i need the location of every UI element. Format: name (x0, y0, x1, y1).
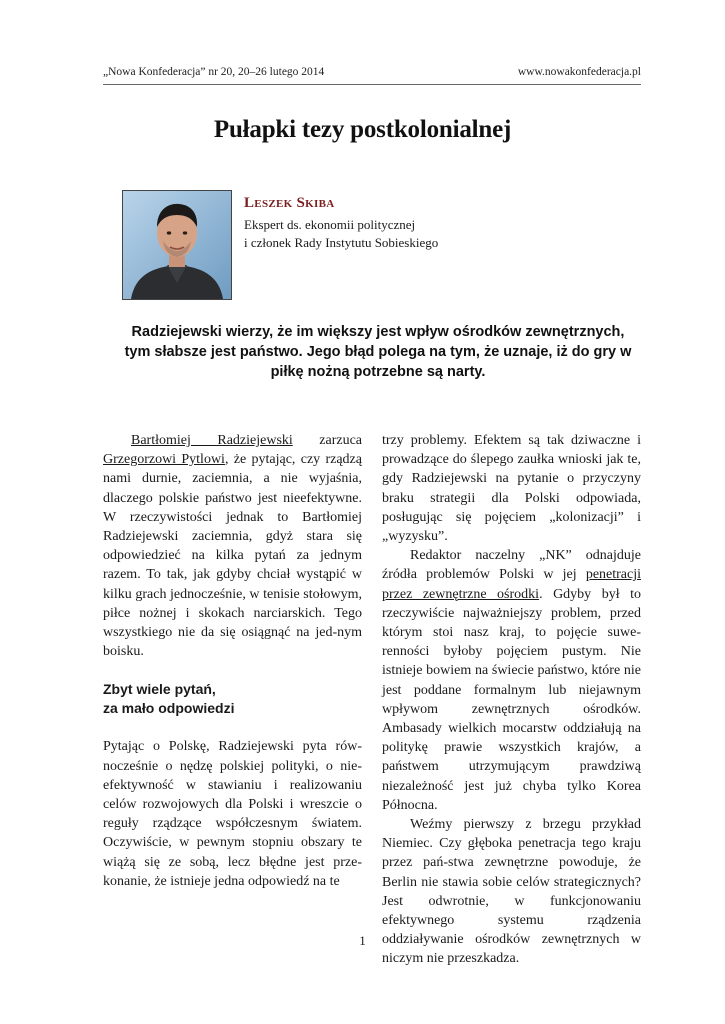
header-divider (103, 84, 641, 85)
paragraph-2: Pytając o Polskę, Radziejewski pyta równocześnie o nędzę polskiej polityki, o nieefektywność w stawianiu i realizowaniu celów rozwojowych dla Polski i wreszcie o reguły rządzące współczesnym światem. Oczywiście, w pewnym stopniu obszary te wiążą się ze sobą, lecz błędne jest przekonanie, że istnieje jedna odpowiedź na te (103, 739, 362, 889)
article-title: Pułapki tezy postkolonialnej (213, 116, 512, 143)
article-lead: Radziejewski wierzy, że im większy jest wpływ ośrodków zewnętrznych, tym słabsze jest państwo. Jego błąd polega na tym, że uznaje, iż do gry w piłkę nożną potrzebne są narty. (124, 324, 632, 380)
paragraph-1-text-b: , że pytając, czy rządzą nami durnie, zaciemnia, a nie wyjaśnia, dlaczego polskie państwo jest nieefektywne. W rzeczywistości jednak to Bartłomiej Radziejewski zaciemnia, gdyż stara się odpowiedzieć na kilka pytań za jednym razem. To tak, jak gdyby chciał wystąpić w kilku grach jednocześnie, w tenisie stołowym, piłce nożnej i skokach narciarskich. Tego wszystkiego nie da się osiągnąć na jed-nym boisku. (103, 452, 362, 660)
column-right (382, 431, 641, 969)
subheading-line-2: za mało odpowiedzi (103, 700, 235, 717)
paragraph-1-text-a: zarzuca (292, 433, 362, 448)
author-block (244, 195, 544, 252)
paragraph-2-continued: trzy problemy. Efektem są tak dziwaczne i prowadzące do ślepego zaułka wnioski jak te, gdy Radziejewski na pytanie o przyczyny braku strategii dla Polski odpowiada, posługując się pojęciem „kolonizacji” i „wyzysku”. (382, 433, 641, 545)
author-role-line-1: Ekspert ds. ekonomii politycznej (244, 217, 416, 232)
section-subheading (103, 680, 362, 718)
link-pytel[interactable]: Grzegorzowi Pytlowi (103, 452, 225, 468)
running-header (103, 66, 641, 78)
paragraph-4: Weźmy pierwszy z brzegu przykład Niemiec. Czy głęboka penetracja tego kraju przez pań-stwa zewnętrzne powoduje, że Berlin nie stawia sobie celów strategicznych? Jest odwrotnie, w funkcjonowaniu efektywnego systemu rządzenia oddziaływanie ośrodków zewnętrznych w niczym nie przeszkadza. (382, 817, 641, 967)
link-penetration[interactable]: penetracji przez zewnętrzne ośrodki (382, 567, 641, 602)
author-portrait-icon (122, 190, 232, 300)
column-right-flow (382, 431, 641, 969)
paragraph-3-text-a: Redaktor naczelny „NK” odnajduje źródła problemów Polski w jej (382, 548, 641, 583)
column-left (103, 431, 362, 891)
author-name: Leszek Skiba (244, 195, 335, 211)
subheading-line-1: Zbyt wiele pytań, (103, 681, 216, 698)
page-number: 1 (359, 933, 366, 948)
paragraph-3 (382, 546, 641, 815)
header-issue: „Nowa Konfederacja” nr 20, 20–26 lutego 2014 (103, 66, 325, 78)
author-role-line-2: i członek Rady Instytutu Sobieskiego (244, 235, 439, 250)
paragraph-1 (103, 431, 362, 661)
link-radziejewski[interactable]: Bartłomiej Radziejewski (131, 433, 293, 448)
paragraph-3-text-b: . Gdyby był to rzeczywiście najważniejszy problem, przed którym stoi nasz kraj, to pojęcie suwerenności byłoby pojęciem pustym. Nie istnieje bowiem na świecie państwo, które nie jest poddane formalnym lub niejawnym wpływom zewnętrznych ośrodków. Ambasady wielkich mocarstw oddziałują na politykę prawie wszystkich krajów, a państwem utrzymującym prawdziwą niezależność jest już chyba tylko Korea Północna. (382, 586, 641, 813)
header-website[interactable]: www.nowakonfederacja.pl (517, 66, 641, 78)
author-role (244, 216, 544, 252)
